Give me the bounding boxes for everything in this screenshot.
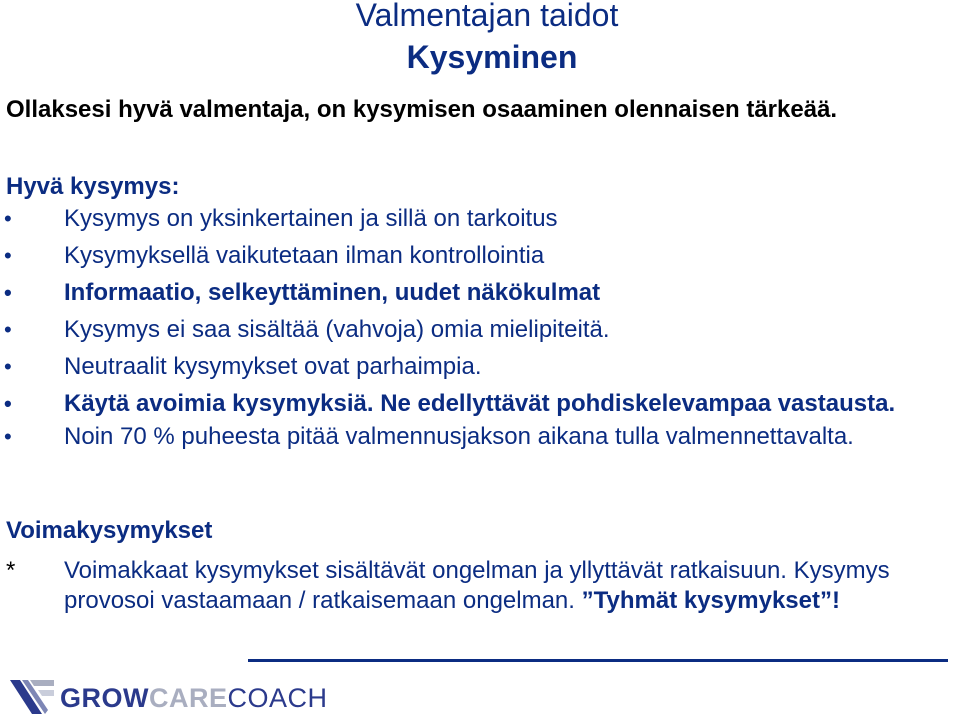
list-item <box>0 422 960 451</box>
bullet-text: Käytä avoimia kysymyksiä. Ne edellyttävät pohdiskelevampaa vastausta. <box>64 390 896 417</box>
logo-part-grow: GROW <box>60 683 149 713</box>
logo-part-coach: COACH <box>227 683 328 713</box>
bullet-icon: • <box>4 354 12 379</box>
bullet-icon: • <box>4 317 12 342</box>
list-item <box>0 204 960 233</box>
growcarecoach-logo <box>8 678 448 716</box>
bullet-icon: • <box>4 243 12 268</box>
asterisk-icon: * <box>6 557 16 584</box>
bullet-text: Noin 70 % puheesta pitää valmennusjakson aikana tulla valmennettavalta. <box>64 423 854 450</box>
bullet-text: Neutraalit kysymykset ovat parhaimpia. <box>64 353 482 380</box>
bullet-text: Informaatio, selkeyttäminen, uudet näkökulmat <box>64 279 601 306</box>
list-item <box>0 389 904 418</box>
footer-divider <box>248 659 948 662</box>
list-item <box>0 278 960 307</box>
bullet-icon: • <box>4 280 12 305</box>
list-item <box>0 315 960 344</box>
bullet-list <box>0 204 960 459</box>
slide-subtitle: Kysyminen <box>406 39 578 75</box>
list-item <box>0 352 960 381</box>
bullet-text: Kysymyksellä vaikutetaan ilman kontrollointia <box>64 242 545 269</box>
slide-title: Valmentajan taidot <box>355 0 619 33</box>
power-text: Voimakkaat kysymykset sisältävät ongelman ja yllyttävät ratkaisuun. Kysymys provosoi vastaamaan / ratkaisemaan ongelman. <box>64 557 890 614</box>
logo-chevron-icon <box>8 678 56 716</box>
power-end-text: ! <box>831 587 840 614</box>
bullet-icon: • <box>4 391 12 416</box>
power-questions-text <box>64 556 944 616</box>
good-question-heading: Hyvä kysymys: <box>6 173 180 200</box>
intro-text: Ollaksesi hyvä valmentaja, on kysymisen osaaminen olennaisen tärkeää. <box>6 96 838 123</box>
bullet-text: Kysymys ei saa sisältää (vahvoja) omia mielipiteitä. <box>64 316 610 343</box>
bullet-text: Kysymys on yksinkertainen ja sillä on tarkoitus <box>64 205 558 232</box>
logo-part-care: CARE <box>149 683 228 713</box>
list-item <box>0 241 960 270</box>
bullet-icon: • <box>4 424 12 449</box>
power-bold-text: ”Tyhmät kysymykset” <box>581 587 832 614</box>
bullet-icon: • <box>4 206 12 231</box>
logo-wordmark <box>60 683 328 713</box>
power-questions-heading: Voimakysymykset <box>6 517 213 544</box>
